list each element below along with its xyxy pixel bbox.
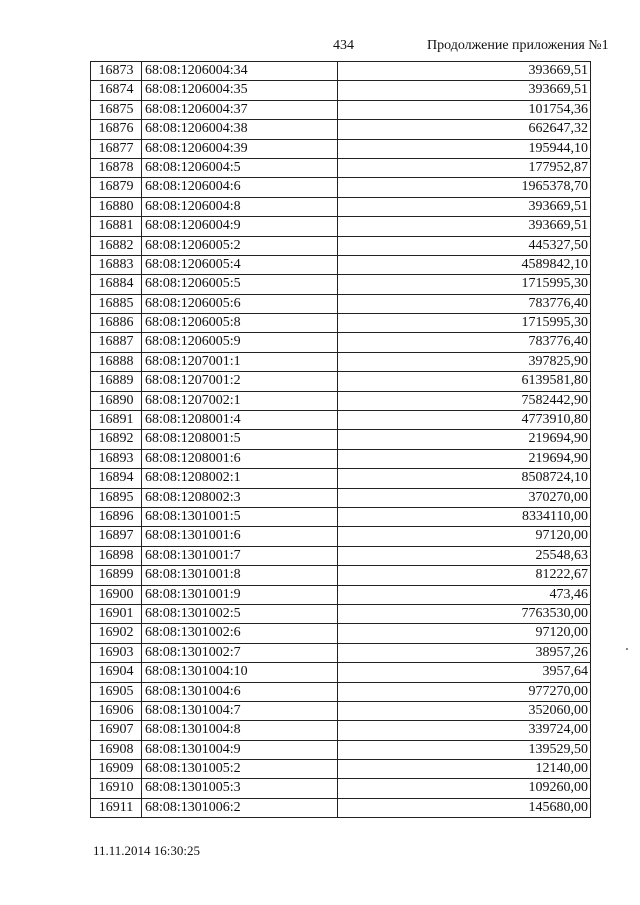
- table-row: [91, 450, 591, 469]
- scan-speck: [626, 648, 628, 650]
- cadastral-value: 145680,00: [338, 799, 591, 817]
- row-number: 16891: [91, 411, 142, 429]
- row-number: 16887: [91, 333, 142, 351]
- cadastral-number: 68:08:1206005:4: [142, 256, 338, 274]
- row-number: 16898: [91, 547, 142, 565]
- cadastral-number: 68:08:1206005:2: [142, 237, 338, 255]
- row-number: 16895: [91, 489, 142, 507]
- table-row: [91, 469, 591, 488]
- cadastral-value: 4773910,80: [338, 411, 591, 429]
- cadastral-number: 68:08:1207001:2: [142, 372, 338, 390]
- cadastral-value: 219694,90: [338, 430, 591, 448]
- cadastral-value: 783776,40: [338, 295, 591, 313]
- cadastral-value: 7763530,00: [338, 605, 591, 623]
- table-row: [91, 489, 591, 508]
- table-row: [91, 702, 591, 721]
- row-number: 16875: [91, 101, 142, 119]
- table-row: [91, 683, 591, 702]
- row-number: 16879: [91, 178, 142, 196]
- cadastral-number: 68:08:1206005:5: [142, 275, 338, 293]
- table-row: [91, 644, 591, 663]
- row-number: 16906: [91, 702, 142, 720]
- cadastral-value: 352060,00: [338, 702, 591, 720]
- cadastral-number: 68:08:1207002:1: [142, 392, 338, 410]
- row-number: 16888: [91, 353, 142, 371]
- row-number: 16897: [91, 527, 142, 545]
- row-number: 16883: [91, 256, 142, 274]
- row-number: 16892: [91, 430, 142, 448]
- cadastral-value: 393669,51: [338, 217, 591, 235]
- table-row: [91, 605, 591, 624]
- row-number: 16893: [91, 450, 142, 468]
- cadastral-number: 68:08:1301004:9: [142, 741, 338, 759]
- cadastral-value: 339724,00: [338, 721, 591, 739]
- row-number: 16890: [91, 392, 142, 410]
- cadastral-value: 97120,00: [338, 527, 591, 545]
- table-row: [91, 217, 591, 236]
- cadastral-value: 109260,00: [338, 779, 591, 797]
- cadastral-value: 25548,63: [338, 547, 591, 565]
- cadastral-number: 68:08:1301006:2: [142, 799, 338, 817]
- table-row: [91, 333, 591, 352]
- cadastral-number: 68:08:1206004:39: [142, 140, 338, 158]
- table-row: [91, 353, 591, 372]
- cadastral-value: 12140,00: [338, 760, 591, 778]
- row-number: 16901: [91, 605, 142, 623]
- continuation-header: Продолжение приложения №1: [427, 38, 609, 53]
- table-row: [91, 721, 591, 740]
- cadastral-value: 473,46: [338, 586, 591, 604]
- row-number: 16896: [91, 508, 142, 526]
- row-number: 16903: [91, 644, 142, 662]
- row-number: 16905: [91, 683, 142, 701]
- table-row: [91, 430, 591, 449]
- row-number: 16889: [91, 372, 142, 390]
- row-number: 16908: [91, 741, 142, 759]
- table-row: [91, 237, 591, 256]
- cadastral-value: 7582442,90: [338, 392, 591, 410]
- cadastral-value: 1715995,30: [338, 314, 591, 332]
- cadastral-number: 68:08:1206005:8: [142, 314, 338, 332]
- cadastral-value-table: [90, 61, 591, 818]
- row-number: 16886: [91, 314, 142, 332]
- cadastral-number: 68:08:1206004:8: [142, 198, 338, 216]
- table-row: [91, 159, 591, 178]
- cadastral-value: 397825,90: [338, 353, 591, 371]
- row-number: 16911: [91, 799, 142, 817]
- table-row: [91, 760, 591, 779]
- table-row: [91, 372, 591, 391]
- row-number: 16907: [91, 721, 142, 739]
- cadastral-value: 101754,36: [338, 101, 591, 119]
- cadastral-number: 68:08:1301004:7: [142, 702, 338, 720]
- row-number: 16885: [91, 295, 142, 313]
- cadastral-value: 6139581,80: [338, 372, 591, 390]
- cadastral-number: 68:08:1301005:2: [142, 760, 338, 778]
- cadastral-value: 1965378,70: [338, 178, 591, 196]
- cadastral-number: 68:08:1301001:5: [142, 508, 338, 526]
- row-number: 16880: [91, 198, 142, 216]
- cadastral-value: 4589842,10: [338, 256, 591, 274]
- cadastral-number: 68:08:1301001:9: [142, 586, 338, 604]
- cadastral-value: 393669,51: [338, 198, 591, 216]
- cadastral-value: 370270,00: [338, 489, 591, 507]
- cadastral-number: 68:08:1208002:3: [142, 489, 338, 507]
- table-row: [91, 275, 591, 294]
- table-row: [91, 81, 591, 100]
- cadastral-number: 68:08:1301002:5: [142, 605, 338, 623]
- cadastral-number: 68:08:1206004:6: [142, 178, 338, 196]
- cadastral-value: 8334110,00: [338, 508, 591, 526]
- table-row: [91, 566, 591, 585]
- table-row: [91, 392, 591, 411]
- table-row: [91, 256, 591, 275]
- table-row: [91, 120, 591, 139]
- cadastral-number: 68:08:1206004:9: [142, 217, 338, 235]
- row-number: 16881: [91, 217, 142, 235]
- cadastral-number: 68:08:1208001:6: [142, 450, 338, 468]
- cadastral-value: 3957,64: [338, 663, 591, 681]
- table-row: [91, 547, 591, 566]
- cadastral-number: 68:08:1206004:34: [142, 62, 338, 80]
- cadastral-number: 68:08:1206005:9: [142, 333, 338, 351]
- cadastral-value: 393669,51: [338, 62, 591, 80]
- table-row: [91, 624, 591, 643]
- page-number: 434: [333, 38, 354, 53]
- print-timestamp: 11.11.2014 16:30:25: [93, 843, 201, 858]
- table-row: [91, 101, 591, 120]
- table-row: [91, 411, 591, 430]
- table-row: [91, 140, 591, 159]
- cadastral-value: 445327,50: [338, 237, 591, 255]
- cadastral-value: 662647,32: [338, 120, 591, 138]
- table-row: [91, 314, 591, 333]
- cadastral-number: 68:08:1301004:8: [142, 721, 338, 739]
- table-row: [91, 62, 591, 81]
- cadastral-value: 195944,10: [338, 140, 591, 158]
- table-row: [91, 508, 591, 527]
- row-number: 16882: [91, 237, 142, 255]
- row-number: 16899: [91, 566, 142, 584]
- cadastral-number: 68:08:1301001:8: [142, 566, 338, 584]
- row-number: 16877: [91, 140, 142, 158]
- cadastral-number: 68:08:1206004:35: [142, 81, 338, 99]
- cadastral-value: 219694,90: [338, 450, 591, 468]
- table-row: [91, 586, 591, 605]
- cadastral-number: 68:08:1208001:4: [142, 411, 338, 429]
- table-row: [91, 799, 591, 818]
- cadastral-value: 97120,00: [338, 624, 591, 642]
- row-number: 16904: [91, 663, 142, 681]
- row-number: 16902: [91, 624, 142, 642]
- table-row: [91, 527, 591, 546]
- row-number: 16873: [91, 62, 142, 80]
- cadastral-number: 68:08:1208002:1: [142, 469, 338, 487]
- row-number: 16894: [91, 469, 142, 487]
- table-row: [91, 178, 591, 197]
- cadastral-number: 68:08:1301001:7: [142, 547, 338, 565]
- row-number: 16874: [91, 81, 142, 99]
- table-row: [91, 663, 591, 682]
- cadastral-number: 68:08:1301005:3: [142, 779, 338, 797]
- cadastral-number: 68:08:1301002:6: [142, 624, 338, 642]
- cadastral-number: 68:08:1206004:5: [142, 159, 338, 177]
- table-row: [91, 295, 591, 314]
- cadastral-number: 68:08:1207001:1: [142, 353, 338, 371]
- cadastral-number: 68:08:1208001:5: [142, 430, 338, 448]
- cadastral-value: 1715995,30: [338, 275, 591, 293]
- cadastral-number: 68:08:1301004:6: [142, 683, 338, 701]
- table-row: [91, 779, 591, 798]
- cadastral-number: 68:08:1301004:10: [142, 663, 338, 681]
- cadastral-number: 68:08:1206004:38: [142, 120, 338, 138]
- cadastral-number: 68:08:1301001:6: [142, 527, 338, 545]
- cadastral-value: 177952,87: [338, 159, 591, 177]
- row-number: 16909: [91, 760, 142, 778]
- cadastral-value: 977270,00: [338, 683, 591, 701]
- table-row: [91, 198, 591, 217]
- row-number: 16878: [91, 159, 142, 177]
- table-row: [91, 741, 591, 760]
- cadastral-value: 783776,40: [338, 333, 591, 351]
- row-number: 16876: [91, 120, 142, 138]
- cadastral-value: 8508724,10: [338, 469, 591, 487]
- cadastral-number: 68:08:1301002:7: [142, 644, 338, 662]
- row-number: 16884: [91, 275, 142, 293]
- cadastral-value: 38957,26: [338, 644, 591, 662]
- cadastral-number: 68:08:1206004:37: [142, 101, 338, 119]
- cadastral-value: 81222,67: [338, 566, 591, 584]
- row-number: 16910: [91, 779, 142, 797]
- cadastral-value: 393669,51: [338, 81, 591, 99]
- cadastral-number: 68:08:1206005:6: [142, 295, 338, 313]
- cadastral-value: 139529,50: [338, 741, 591, 759]
- row-number: 16900: [91, 586, 142, 604]
